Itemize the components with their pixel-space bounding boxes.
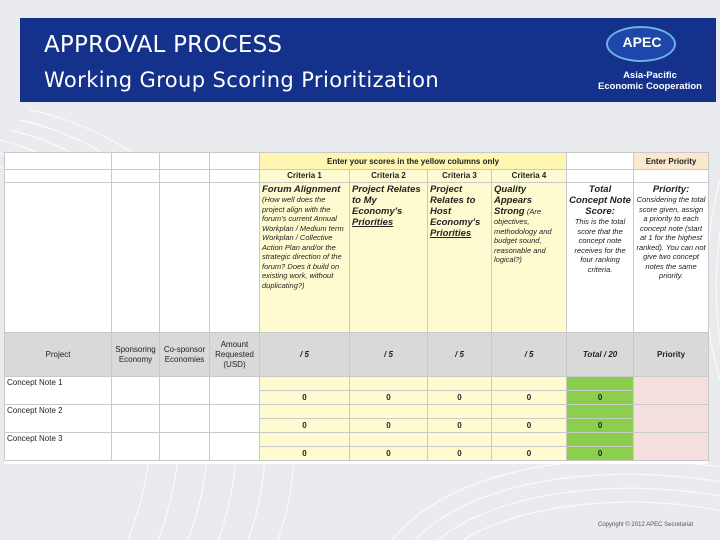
apec-logo-name xyxy=(588,70,712,92)
amount-cell[interactable] xyxy=(210,433,260,461)
score-spacer xyxy=(492,377,567,391)
apec-logo xyxy=(588,24,708,98)
score-spacer xyxy=(260,433,350,447)
copyright-notice: Copyright © 2012 APEC Secretariat xyxy=(598,522,694,528)
column-header-score-c4: / 5 xyxy=(492,333,567,377)
apec-logo-mark: APEC xyxy=(622,34,662,50)
score-spacer xyxy=(428,377,492,391)
logo-name-line2: Economic Cooperation xyxy=(598,81,702,92)
score-cell-3-c3[interactable]: 0 xyxy=(428,447,492,461)
cosponsor-cell[interactable] xyxy=(160,377,210,405)
cosponsor-cell[interactable] xyxy=(160,433,210,461)
title-banner xyxy=(20,18,716,102)
criteria-1-body: (How well does the project align with the forum's current Annual Workplan / Medium term Workplan / Collective Action Plan and/or the strategic direction of the forum? Does it build on existing work, without duplicating?) xyxy=(262,195,344,290)
criteria-2-title-priorities: Priorities xyxy=(352,217,394,228)
criteria-2-title: Project Relates to My Economy's xyxy=(352,184,421,217)
cell-empty xyxy=(160,183,210,333)
scoring-spreadsheet xyxy=(4,152,708,464)
cell-empty xyxy=(567,153,634,170)
score-spacer xyxy=(260,377,350,391)
column-header-priority: Priority xyxy=(634,333,709,377)
criteria-3-label: Criteria 3 xyxy=(428,170,492,183)
total-desc-body: This is the total score that the concept note receives for the four ranking criteria. xyxy=(574,217,626,274)
cell-empty xyxy=(112,153,160,170)
criteria-3-title: Project Relates to Host Economy's xyxy=(430,184,481,228)
sponsoring-cell[interactable] xyxy=(112,405,160,433)
total-spacer xyxy=(567,405,634,419)
priority-desc-body: Considering the total score given, assign a priority to each concept note (start at 1 for the highest ranked). You can not give two concept notes the same priority. xyxy=(636,195,706,280)
score-spacer xyxy=(492,405,567,419)
priority-banner: Enter Priority xyxy=(634,153,709,170)
column-header-amount: Amount Requested (USD) xyxy=(210,333,260,377)
criteria-2-description xyxy=(350,183,428,333)
score-spacer xyxy=(428,405,492,419)
score-spacer xyxy=(492,433,567,447)
criteria-3-title-priorities: Priorities xyxy=(430,228,472,239)
column-header-cosponsor: Co-sponsor Economies xyxy=(160,333,210,377)
total-spacer xyxy=(567,377,634,391)
criteria-2-label: Criteria 2 xyxy=(350,170,428,183)
cell-empty xyxy=(5,170,112,183)
score-cell-2-c4[interactable]: 0 xyxy=(492,419,567,433)
sponsoring-cell[interactable] xyxy=(112,433,160,461)
scores-banner: Enter your scores in the yellow columns only xyxy=(260,153,567,170)
score-cell-3-c4[interactable]: 0 xyxy=(492,447,567,461)
priority-input-1[interactable] xyxy=(634,377,709,405)
score-cell-3-c2[interactable]: 0 xyxy=(350,447,428,461)
criteria-4-title: Quality Appears Strong xyxy=(494,184,533,217)
page-title: APPROVAL PROCESS xyxy=(44,32,283,58)
sponsoring-cell[interactable] xyxy=(112,377,160,405)
scoring-table xyxy=(4,152,709,461)
priority-description xyxy=(634,183,709,333)
cell-empty xyxy=(112,170,160,183)
criteria-3-description xyxy=(428,183,492,333)
amount-cell[interactable] xyxy=(210,405,260,433)
score-cell-1-c2[interactable]: 0 xyxy=(350,391,428,405)
score-cell-2-c3[interactable]: 0 xyxy=(428,419,492,433)
score-cell-1-c3[interactable]: 0 xyxy=(428,391,492,405)
total-cell-3: 0 xyxy=(567,447,634,461)
score-spacer xyxy=(350,433,428,447)
row-label-concept-note-3: Concept Note 3 xyxy=(5,433,112,461)
criteria-1-description xyxy=(260,183,350,333)
logo-name-line1: Asia-Pacific xyxy=(623,70,677,81)
criteria-4-label: Criteria 4 xyxy=(492,170,567,183)
total-spacer xyxy=(567,433,634,447)
cell-empty xyxy=(634,170,709,183)
row-label-concept-note-1: Concept Note 1 xyxy=(5,377,112,405)
score-spacer xyxy=(350,377,428,391)
column-header-total: Total / 20 xyxy=(567,333,634,377)
cell-empty xyxy=(160,153,210,170)
priority-desc-title: Priority: xyxy=(652,184,690,195)
page-subtitle: Working Group Scoring Prioritization xyxy=(44,68,440,92)
cell-empty xyxy=(567,170,634,183)
score-cell-2-c1[interactable]: 0 xyxy=(260,419,350,433)
score-cell-1-c1[interactable]: 0 xyxy=(260,391,350,405)
cosponsor-cell[interactable] xyxy=(160,405,210,433)
priority-input-3[interactable] xyxy=(634,433,709,461)
total-cell-1: 0 xyxy=(567,391,634,405)
cell-empty xyxy=(5,183,112,333)
cell-empty xyxy=(210,153,260,170)
priority-input-2[interactable] xyxy=(634,405,709,433)
criteria-4-description xyxy=(492,183,567,333)
criteria-1-label: Criteria 1 xyxy=(260,170,350,183)
score-cell-1-c4[interactable]: 0 xyxy=(492,391,567,405)
column-header-score-c3: / 5 xyxy=(428,333,492,377)
column-header-sponsoring: Sponsoring Economy xyxy=(112,333,160,377)
column-header-project: Project xyxy=(5,333,112,377)
row-label-concept-note-2: Concept Note 2 xyxy=(5,405,112,433)
cell-empty xyxy=(112,183,160,333)
score-spacer xyxy=(260,405,350,419)
cell-empty xyxy=(5,153,112,170)
score-spacer xyxy=(350,405,428,419)
criteria-4-body: (Are objectives, methodology and budget sound, reasonable and logical?) xyxy=(494,207,552,264)
total-cell-2: 0 xyxy=(567,419,634,433)
total-description xyxy=(567,183,634,333)
cell-empty xyxy=(210,170,260,183)
cell-empty xyxy=(210,183,260,333)
column-header-score-c2: / 5 xyxy=(350,333,428,377)
total-desc-title: Total Concept Note Score: xyxy=(569,184,631,217)
column-header-score-c1: / 5 xyxy=(260,333,350,377)
score-spacer xyxy=(428,433,492,447)
score-cell-2-c2[interactable]: 0 xyxy=(350,419,428,433)
score-cell-3-c1[interactable]: 0 xyxy=(260,447,350,461)
amount-cell[interactable] xyxy=(210,377,260,405)
cell-empty xyxy=(160,170,210,183)
criteria-1-title: Forum Alignment xyxy=(262,184,341,195)
